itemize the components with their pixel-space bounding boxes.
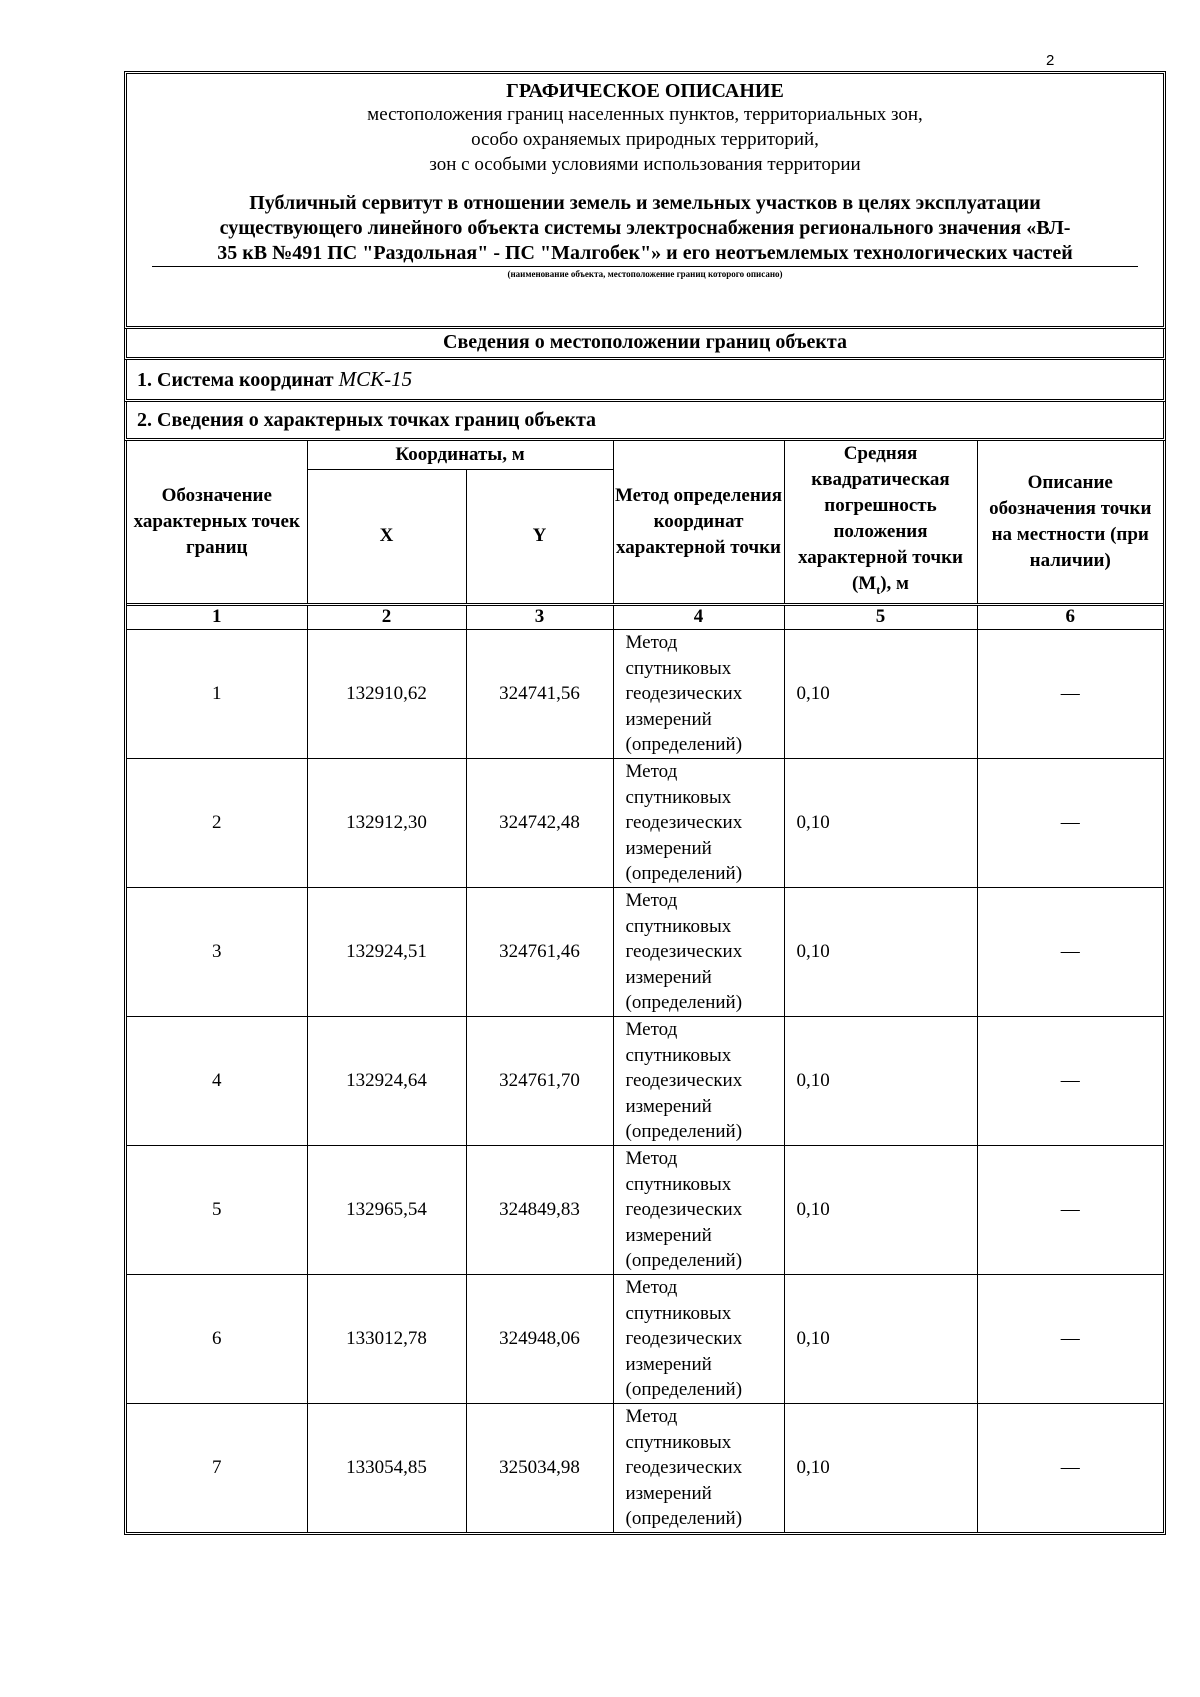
coord-system-value: МСК-15 [338,367,413,391]
table-row [127,1274,1163,1403]
point-y: 324948,06 [466,1274,613,1403]
point-x: 132910,62 [307,629,466,758]
col-coords-header: Координаты, м [307,441,613,469]
object-line-1: Публичный сервитут в отношении земель и земельных участков в целях эксплуатации [249,192,1041,214]
point-number: 7 [127,1403,307,1532]
point-x: 133012,78 [307,1274,466,1403]
point-error: 0,10 [784,1016,977,1145]
point-number: 2 [127,758,307,887]
point-y: 324761,46 [466,887,613,1016]
point-error: 0,10 [784,1145,977,1274]
col-number: 2 [307,604,466,629]
point-description: — [977,1403,1163,1532]
table-row [127,1403,1163,1532]
col-number: 3 [466,604,613,629]
point-number: 3 [127,887,307,1016]
table-row [127,629,1163,758]
point-y: 324849,83 [466,1145,613,1274]
table-row [127,887,1163,1016]
point-method: Метод спутниковых геодезических измерений (определений) [613,758,784,887]
coord-system-label: 1. Система координат [137,369,339,391]
object-line-2: существующего линейного объекта системы электроснабжения регионального значения «ВЛ- [219,217,1071,239]
point-method: Метод спутниковых геодезических измерений (определений) [613,1403,784,1532]
point-error: 0,10 [784,629,977,758]
point-description: — [977,1145,1163,1274]
point-error: 0,10 [784,1403,977,1532]
col-error-header: Средняя квадратическая погрешность положения характерной точки $(M_t)$, м [784,441,977,604]
table-row [127,1145,1163,1274]
document-frame [124,71,1166,1535]
document-title: ГРАФИЧЕСКОЕ ОПИСАНИЕ [506,80,784,102]
point-method: Метод спутниковых геодезических измерений (определений) [613,1145,784,1274]
table-row [127,1016,1163,1145]
object-line-3: 35 кВ №491 ПС "Раздольная" - ПС "Малгобек"» и его неотъемлемых технологических частей [152,241,1138,267]
points-table-wrap [124,441,1166,1535]
point-number: 1 [127,629,307,758]
page-number: 2 [1046,52,1055,69]
column-numbers-row [127,604,1163,629]
header-block [124,71,1166,329]
point-x: 132912,30 [307,758,466,887]
point-description: — [977,1274,1163,1403]
section-title: Сведения о местоположении границ объекта [124,329,1166,360]
point-error: 0,10 [784,1274,977,1403]
point-number: 6 [127,1274,307,1403]
object-name [127,191,1163,267]
point-x: 133054,85 [307,1403,466,1532]
point-y: 324742,48 [466,758,613,887]
col-x-header: X [307,469,466,604]
point-x: 132924,64 [307,1016,466,1145]
coord-system-row [124,360,1166,402]
points-table [127,441,1163,1532]
point-x: 132924,51 [307,887,466,1016]
points-title: 2. Сведения о характерных точках границ объекта [124,402,1166,441]
point-description: — [977,758,1163,887]
point-method: Метод спутниковых геодезических измерений (определений) [613,1016,784,1145]
point-y: 324741,56 [466,629,613,758]
point-error: 0,10 [784,887,977,1016]
point-y: 324761,70 [466,1016,613,1145]
point-y: 325034,98 [466,1403,613,1532]
point-number: 4 [127,1016,307,1145]
point-method: Метод спутниковых геодезических измерений (определений) [613,629,784,758]
col-number: 6 [977,604,1163,629]
point-description: — [977,887,1163,1016]
table-row [127,758,1163,887]
point-number: 5 [127,1145,307,1274]
point-method: Метод спутниковых геодезических измерений (определений) [613,1274,784,1403]
col-y-header: Y [466,469,613,604]
col-number: 5 [784,604,977,629]
subtitle-line-2: особо охраняемых природных территорий, [471,129,819,150]
col-designation-header: Обозначение характерных точек границ [127,441,307,604]
point-description: — [977,629,1163,758]
point-method: Метод спутниковых геодезических измерений (определений) [613,887,784,1016]
col-description-header: Описание обозначения точки на местности (при наличии) [977,441,1163,604]
object-caption: (наименование объекта, местоположение границ которого описано) [507,269,783,279]
subtitle-line-1: местоположения границ населенных пунктов, территориальных зон, [367,104,923,125]
point-description: — [977,1016,1163,1145]
subtitle-line-3: зон с особыми условиями использования территории [429,154,861,175]
point-x: 132965,54 [307,1145,466,1274]
point-error: 0,10 [784,758,977,887]
col-method-header: Метод определения координат характерной точки [613,441,784,604]
col-number: 4 [613,604,784,629]
col-number: 1 [127,604,307,629]
